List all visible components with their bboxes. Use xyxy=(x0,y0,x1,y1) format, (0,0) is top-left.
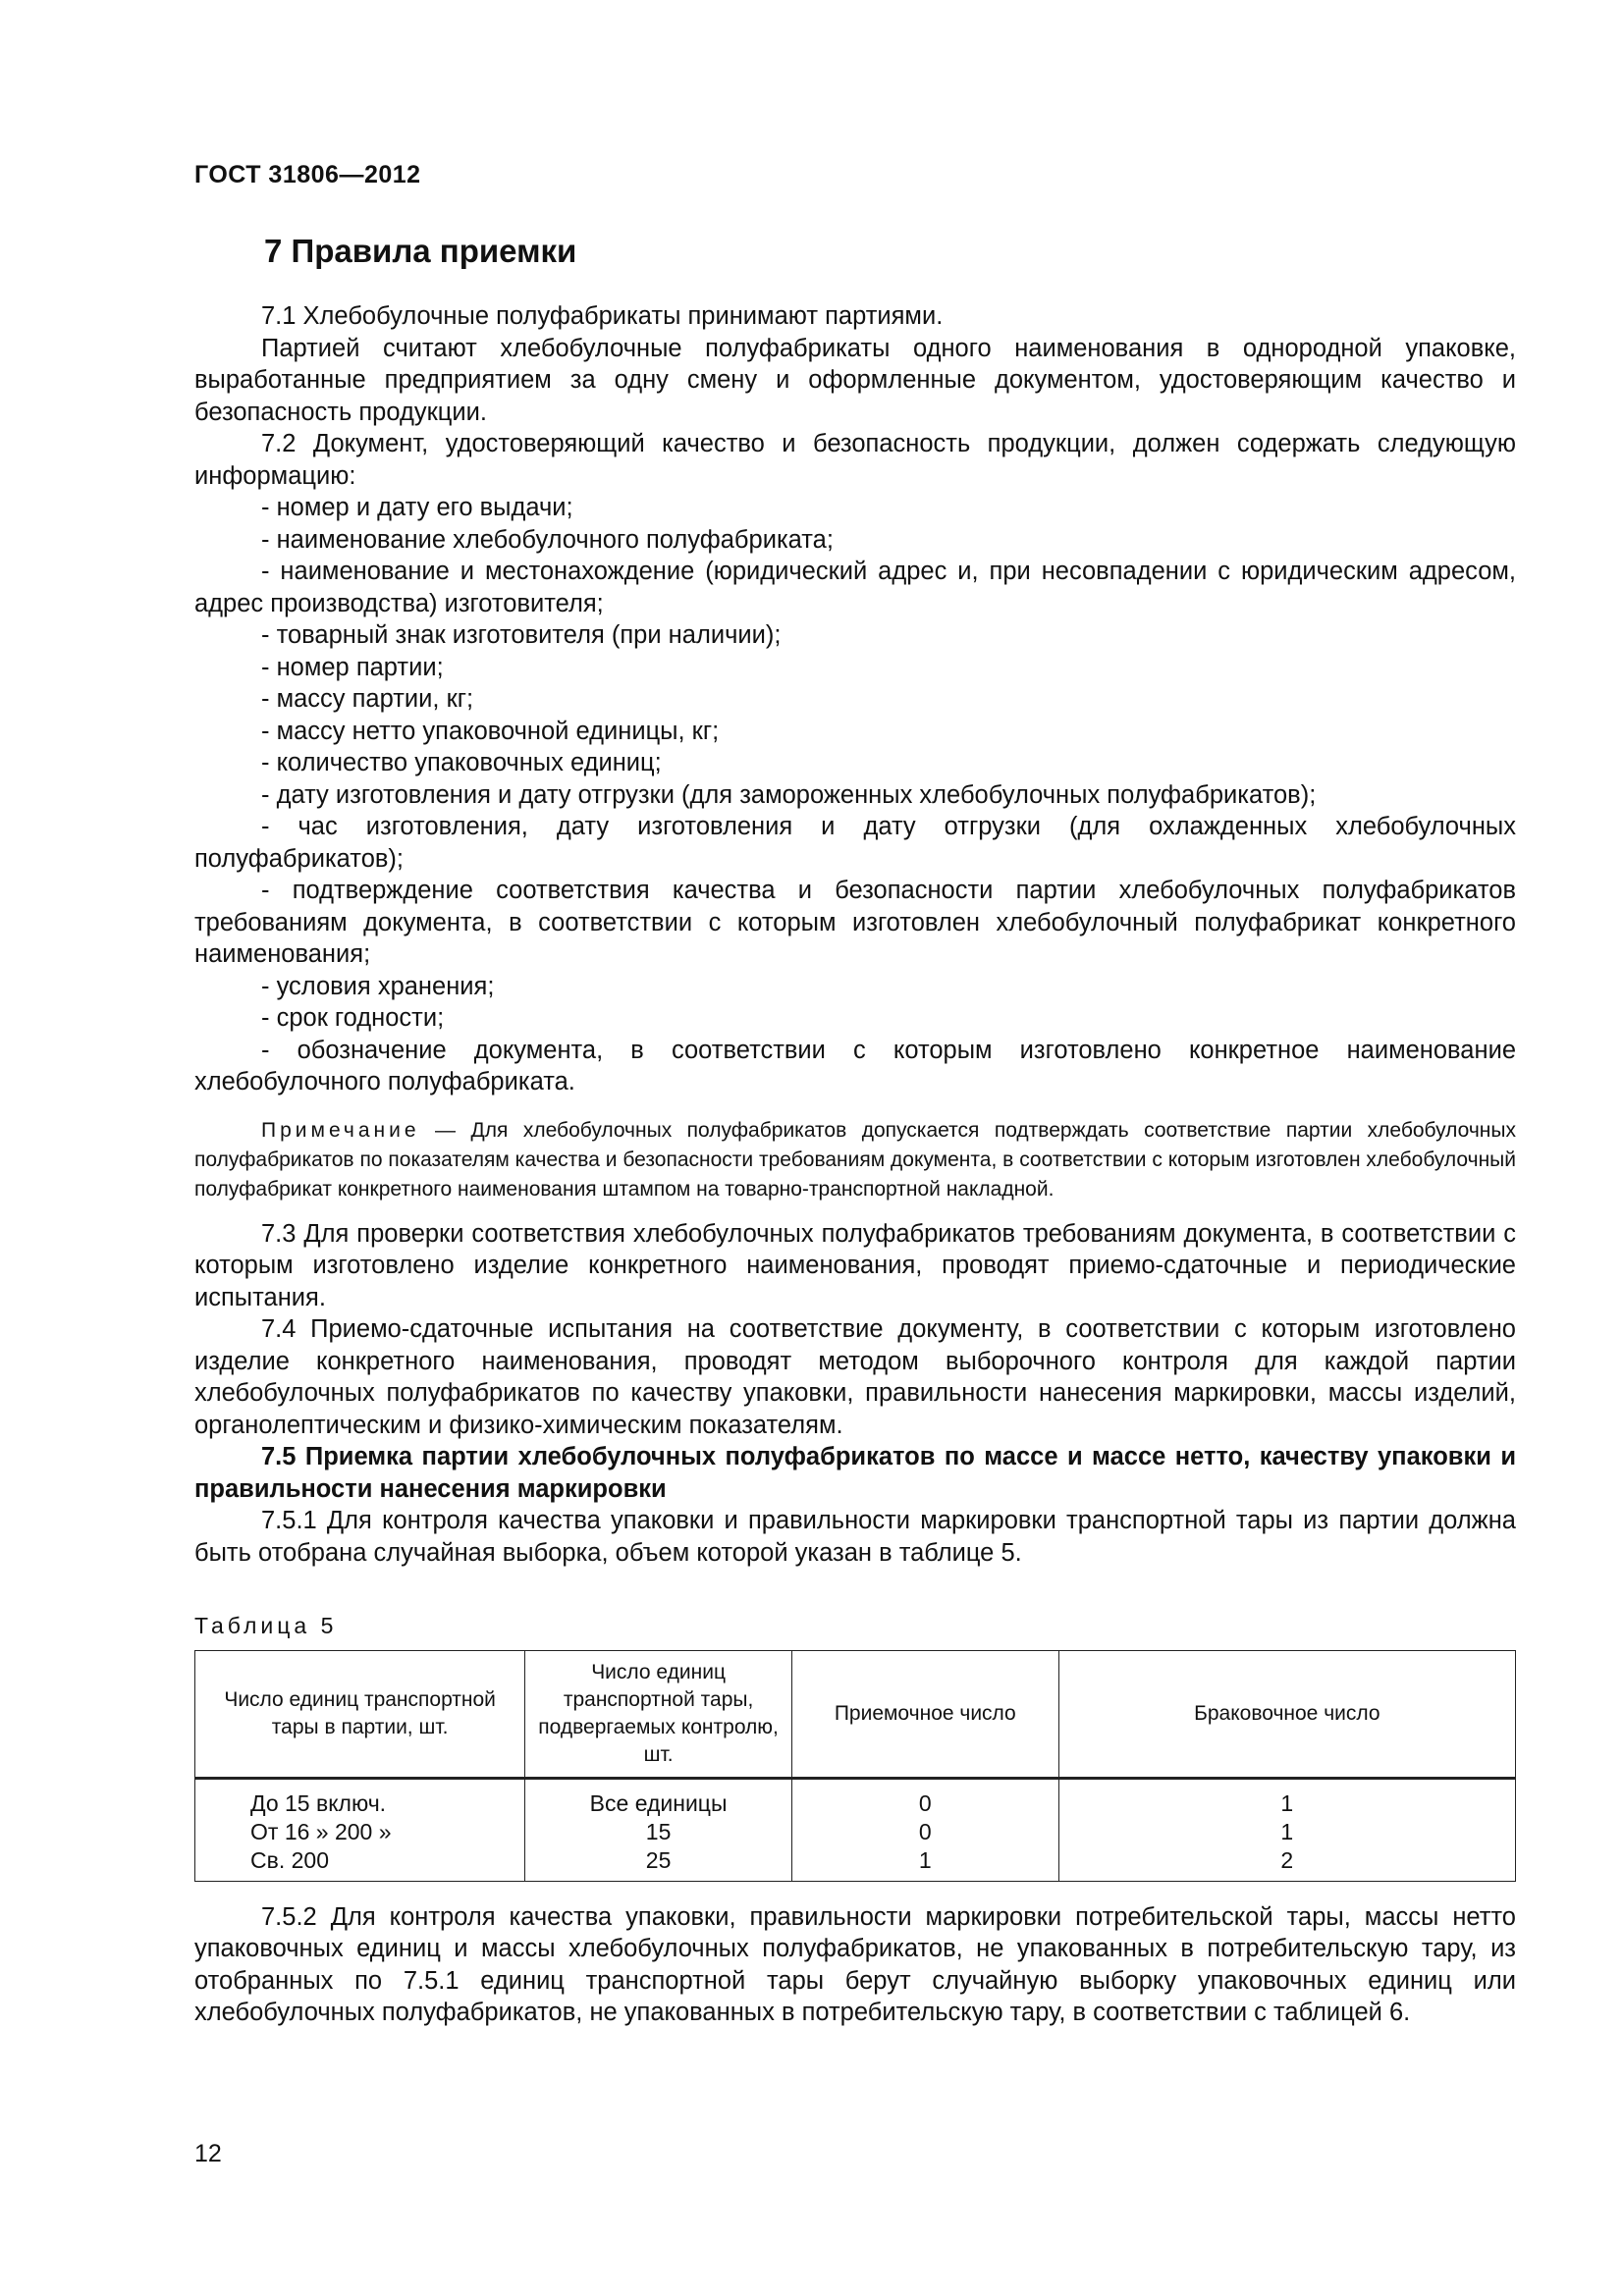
list-item: - массу партии, кг; xyxy=(261,685,474,713)
table-cell: Св. 200 xyxy=(195,1846,525,1882)
table-cell: 15 xyxy=(525,1818,792,1846)
list-item: - товарный знак изготовителя (при наличии); xyxy=(261,621,782,649)
table-row xyxy=(195,1778,1516,1818)
table-row xyxy=(195,1846,1516,1882)
list-item: - наименование и местонахождение (юридический адрес и, при несовпадении с юридическим адресом, адрес производства) изготовителя; xyxy=(194,558,1516,617)
list-item: - подтверждение соответствия качества и безопасности партии хлебобулочных полуфабрикатов требованиям документа, в соответствии с которым изготовлен хлебобулочный полуфабрикат конкретного наименования; xyxy=(194,877,1516,968)
table-cell: 1 xyxy=(1058,1818,1515,1846)
document-header: ГОСТ 31806—2012 xyxy=(194,161,421,188)
table-header-cell: Число единиц транспортной тары в партии, шт. xyxy=(195,1650,525,1778)
subsection-7-5-title: 7.5 Приемка партии хлебобулочных полуфабрикатов по массе и массе нетто, качеству упаковки и правильности нанесения маркировки xyxy=(194,1443,1516,1503)
list-item: - массу нетто упаковочной единицы, кг; xyxy=(261,717,720,745)
note xyxy=(194,1116,1516,1204)
table-cell: 1 xyxy=(1058,1778,1515,1818)
paragraph-batch-definition: Партией считают хлебобулочные полуфабрикаты одного наименования в однородной упаковке, выработанные предприятием за одну смену и оформленные документом, удостоверяющим качество и безопасность продукции. xyxy=(194,334,1516,426)
list-item: - срок годности; xyxy=(261,1004,445,1032)
list-item: - час изготовления, дату изготовления и дату отгрузки (для охлажденных хлебобулочных полуфабрикатов); xyxy=(194,813,1516,873)
paragraph-7-4: 7.4 Приемо-сдаточные испытания на соответствие документу, в соответствии с которым изготовлено изделие конкретного наименования, проводят методом выборочного контроля для каждой партии хлебобулочных полуфабрикатов по качеству упаковки, правильности нанесения маркировки, массы изделий, органолептическим и физико-химическим показателям. xyxy=(194,1315,1516,1439)
table-cell: 25 xyxy=(525,1846,792,1882)
table-cell: 2 xyxy=(1058,1846,1515,1882)
paragraph-7-1: 7.1 Хлебобулочные полуфабрикаты принимают партиями. xyxy=(261,302,944,330)
table-caption: Таблица 5 xyxy=(194,1613,338,1638)
table-5 xyxy=(194,1650,1516,1882)
paragraph-7-3: 7.3 Для проверки соответствия хлебобулочных полуфабрикатов требованиям документа, в соответствии с которым изготовлено изделие конкретного наименования, проводят приемо-сдаточные и периодические испытания. xyxy=(194,1219,1516,1311)
table-header-row xyxy=(195,1650,1516,1778)
table-header-cell: Число единиц транспортной тары, подвергаемых контролю, шт. xyxy=(525,1650,792,1778)
table-cell: До 15 включ. xyxy=(195,1778,525,1818)
table-cell: От 16 » 200 » xyxy=(195,1818,525,1846)
section-title: 7 Правила приемки xyxy=(264,233,577,269)
list-item: - номер партии; xyxy=(261,653,444,681)
note-label: Примечание xyxy=(261,1118,420,1142)
document-body xyxy=(194,300,1516,2029)
list-item: - количество упаковочных единиц; xyxy=(261,749,662,776)
table-cell: 0 xyxy=(791,1818,1058,1846)
table-row xyxy=(195,1818,1516,1846)
table-cell: 0 xyxy=(791,1778,1058,1818)
list-item: - номер и дату его выдачи; xyxy=(261,494,573,521)
table-header-cell: Приемочное число xyxy=(791,1650,1058,1778)
table-header-cell: Браковочное число xyxy=(1058,1650,1515,1778)
note-text: — Для хлебобулочных полуфабрикатов допускается подтверждать соответствие партии хлебобулочных полуфабрикатов по показателям качества и безопасности требованиям документа, в соответствии с которым изготовлен хлебобулочный полуфабрикат конкретного наименования штампом на товарно-транспортной накладной. xyxy=(194,1118,1516,1201)
paragraph-7-5-1: 7.5.1 Для контроля качества упаковки и правильности маркировки транспортной тары из партии должна быть отобрана случайная выборка, объем которой указан в таблице 5. xyxy=(194,1507,1516,1567)
paragraph-7-2: 7.2 Документ, удостоверяющий качество и безопасность продукции, должен содержать следующую информацию: xyxy=(194,430,1516,490)
paragraph-7-5-2: 7.5.2 Для контроля качества упаковки, правильности маркировки потребительской тары, массы нетто упаковочных единиц и массы хлебобулочных полуфабрикатов, не упакованных в потребительскую тару, из отобранных по 7.5.1 единиц транспортной тары берут случайную выборку упаковочных единиц или хлебобулочных полуфабрикатов, не упакованных в потребительскую тару, в соответствии с таблицей 6. xyxy=(194,1902,1516,2026)
list-item: - дату изготовления и дату отгрузки (для замороженных хлебобулочных полуфабрикатов); xyxy=(261,780,1317,809)
table-cell: 1 xyxy=(791,1846,1058,1882)
table-cell: Все единицы xyxy=(525,1778,792,1818)
list-item: - наименование хлебобулочного полуфабриката; xyxy=(261,525,834,554)
list-item: - условия хранения; xyxy=(261,972,495,1000)
page-number: 12 xyxy=(194,2140,222,2167)
list-item: - обозначение документа, в соответствии с которым изготовлено конкретное наименование хлебобулочного полуфабриката. xyxy=(194,1036,1516,1095)
